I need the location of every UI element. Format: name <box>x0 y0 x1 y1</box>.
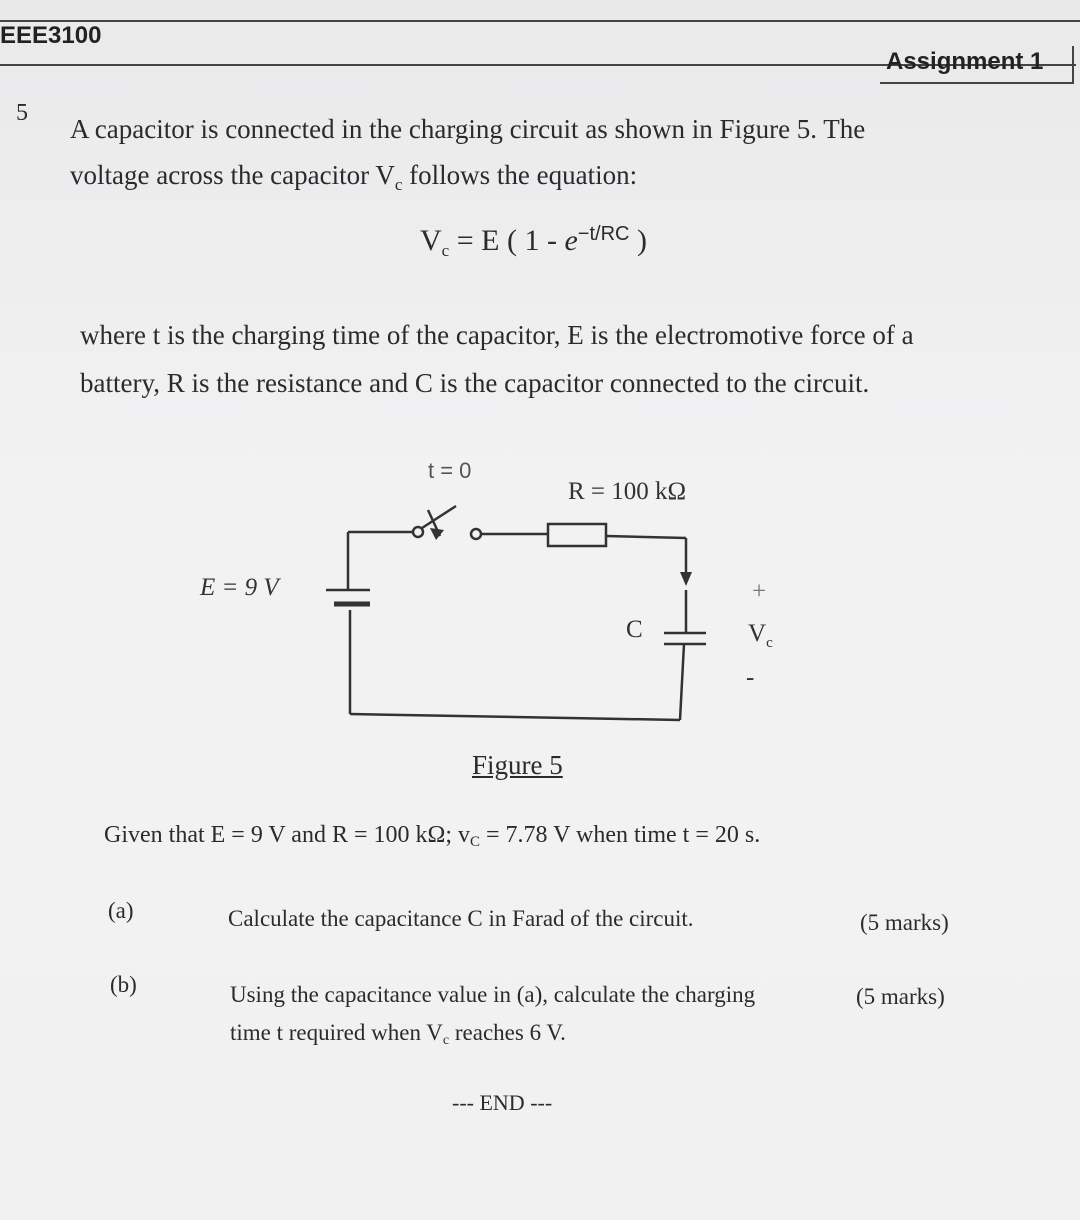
given-text-a: Given that E = 9 V and R = 100 kΩ; v <box>104 822 470 848</box>
given-text-b: = 7.78 V when time t = 20 s. <box>480 822 761 848</box>
switch-blade <box>422 506 456 528</box>
intro-text-1: A capacitor is connected in the charging circuit as shown in Figure 5. The <box>70 114 866 144</box>
part-a-text: Calculate the capacitance C in Farad of the circuit. <box>228 906 694 931</box>
vc-plus: + <box>752 578 767 605</box>
given-subscript: C <box>470 834 481 850</box>
battery-label: E = 9 V <box>200 574 279 601</box>
figure-caption: Figure 5 <box>472 750 563 780</box>
switch-contact-left <box>413 527 423 537</box>
switch-contact-right <box>471 529 481 539</box>
resistor-label: R = 100 kΩ <box>568 478 687 505</box>
where-line-2: battery, R is the resistance and C is the capacitor connected to the circuit. <box>80 368 870 398</box>
switch-arrow-head <box>430 528 444 540</box>
equation-mid: = E ( 1 - <box>449 224 565 257</box>
intro-text-2a: voltage across the capacitor V <box>70 160 395 190</box>
intro-line-1 <box>70 106 865 152</box>
course-code: EEE3100 <box>0 22 102 49</box>
part-b-marks: (5 marks) <box>856 984 945 1009</box>
equation-close: ) <box>629 224 647 257</box>
part-b-text-a: time t required when V <box>230 1020 443 1045</box>
vc-subscript: c <box>766 635 773 651</box>
capacitor-label: C <box>626 616 643 643</box>
vc-letter: V <box>748 620 767 647</box>
part-b-text-b: reaches 6 V. <box>449 1020 566 1045</box>
wire-cap-bottom <box>680 644 684 720</box>
vc-minus: - <box>746 664 755 691</box>
part-b-label: (b) <box>110 972 137 997</box>
switch-label: t = 0 <box>428 458 472 483</box>
where-line-1: where t is the charging time of the capacitor, E is the electromotive force of a <box>80 320 914 350</box>
charging-equation <box>420 224 647 258</box>
header-right-bottom-rule <box>880 82 1074 84</box>
charging-circuit-diagram <box>0 440 1080 740</box>
given-statement <box>104 822 760 849</box>
equation-lhs-subscript: c <box>441 241 450 260</box>
part-a-label: (a) <box>108 898 134 923</box>
wire-bottom <box>350 714 680 720</box>
header-right-rule <box>1072 46 1074 84</box>
part-b-line-1: Using the capacitance value in (a), calculate the charging <box>230 982 756 1007</box>
part-b-subscript: c <box>442 1033 450 1048</box>
intro-text-2b: follows the equation: <box>402 160 638 190</box>
wire-top-right <box>606 536 686 538</box>
intro-line-2 <box>70 152 637 202</box>
vc-label <box>748 620 773 651</box>
part-a-marks: (5 marks) <box>860 910 949 935</box>
equation-lhs: V <box>420 224 442 257</box>
equation-exponent: −t/RC <box>577 223 630 245</box>
part-b-line-2 <box>230 1014 566 1056</box>
equation-e: e <box>564 224 578 257</box>
intro-vc-subscript: c <box>394 175 403 194</box>
end-marker: --- END --- <box>452 1090 553 1115</box>
question-number: 5 <box>16 100 28 126</box>
header-top-rule <box>0 20 1080 22</box>
resistor <box>548 524 606 546</box>
assignment-title: Assignment 1 <box>886 48 1044 75</box>
